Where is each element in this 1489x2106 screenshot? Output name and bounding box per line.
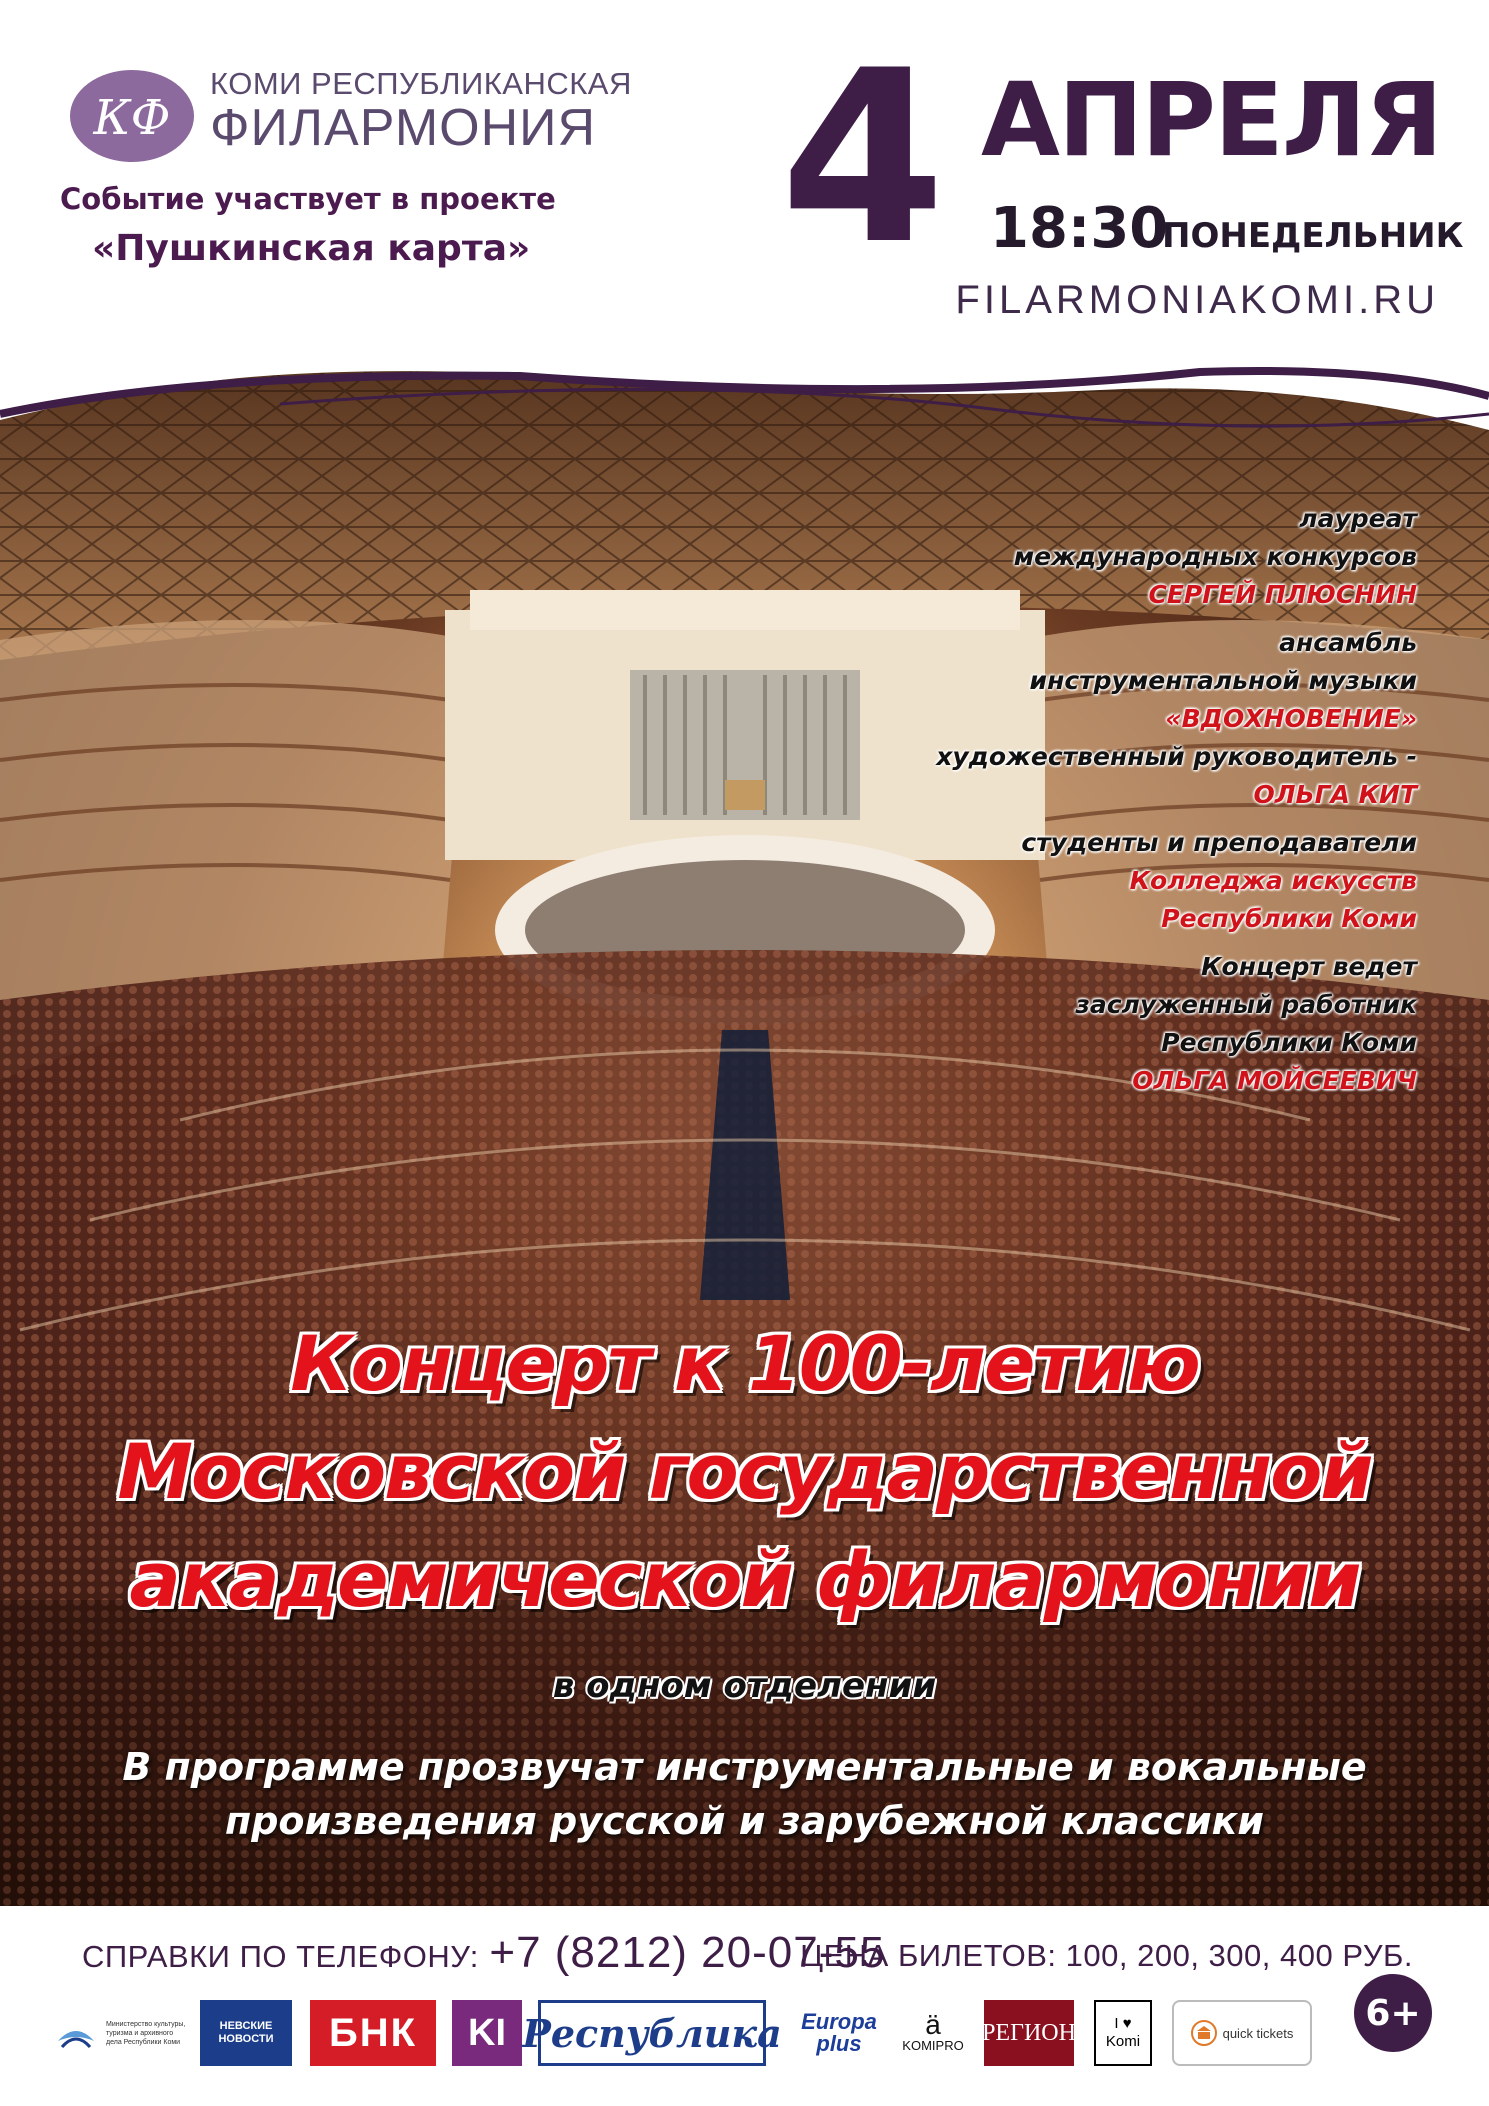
concert-subtitle: в одном отделении [552, 1666, 937, 1706]
event-day: 4 [780, 20, 946, 297]
credit-line: Республики Коми [1161, 1028, 1417, 1057]
europa-text: Europa [801, 2009, 877, 2034]
komipro-mark: ä [925, 2009, 941, 2040]
credit-line: Концерт ведет [1201, 952, 1417, 981]
age-rating-badge: 6+ [1354, 1974, 1432, 2052]
bnk-logo: БНК [310, 2000, 436, 2066]
ensemble-name: «ВДОХНОВЕНИЕ» [1165, 704, 1417, 733]
program-description [0, 1740, 1489, 1848]
phone-label: СПРАВКИ ПО ТЕЛЕФОНУ: [82, 1939, 479, 1974]
credit-line: ансамбль [1279, 628, 1417, 657]
title-line: Московской государственной [117, 1427, 1372, 1516]
credit-line: лауреат [1299, 504, 1417, 533]
building-icon [1191, 2020, 1217, 2046]
phone-number[interactable]: +7 (8212) 20-07-55 [489, 1928, 886, 1977]
title-line: академической филармонии [129, 1535, 1360, 1624]
website-link[interactable]: FILARMONIAKOMI.RU [955, 278, 1439, 322]
ministry-name: Министерство культуры, туризма и архивного дела Республики Коми [106, 2020, 186, 2046]
pushkin-card-intro: Событие участвует в проекте [60, 182, 556, 216]
event-month: АПРЕЛЯ [981, 61, 1441, 180]
ministry-emblem-icon [54, 2011, 98, 2055]
performer-name: СЕРГЕЙ ПЛЮСНИН [1148, 580, 1417, 609]
i-love-komi-logo [1094, 2000, 1152, 2066]
pushkin-card-name: «Пушкинская карта» [92, 228, 531, 269]
host-name: ОЛЬГА МОЙСЕЕВИЧ [1132, 1066, 1417, 1095]
credit-line: заслуженный работник [1075, 990, 1417, 1019]
plus-text: plus [816, 2031, 862, 2056]
credit-line: международных конкурсов [1013, 542, 1417, 571]
quick-tickets-text: quick tickets [1222, 2025, 1294, 2041]
quick-tickets-logo [1172, 2000, 1312, 2066]
ticket-prices: ЦЕНА БИЛЕТОВ: 100, 200, 300, 400 РУБ. [800, 1938, 1413, 1973]
respublika-logo: Республика [538, 2000, 766, 2066]
performers-list [857, 500, 1417, 1100]
credit-line: художественный руководитель - [936, 742, 1417, 771]
region-logo: РЕГИОН [984, 2000, 1074, 2066]
nevskie-text-1: НЕВСКИЕ [219, 2020, 273, 2032]
komipro-text: KOMIPRO [902, 2038, 964, 2053]
komiinform-logo: KI [452, 2000, 522, 2066]
i-love-text: I ♥ [1114, 2015, 1132, 2032]
ministry-logo [54, 2000, 194, 2066]
filarmonia-logo-icon [68, 68, 196, 164]
credit-line: студенты и преподаватели [1021, 828, 1417, 857]
event-weekday: ПОНЕДЕЛЬНИК [1162, 216, 1464, 256]
org-name-line1: КОМИ РЕСПУБЛИКАНСКАЯ [210, 66, 632, 101]
concert-title [0, 1310, 1489, 1634]
nevskie-text-2: НОВОСТИ [218, 2033, 274, 2045]
nevskie-novosti-logo [200, 2000, 292, 2066]
college-name: Колледжа искусств [1129, 866, 1417, 895]
director-name: ОЛЬГА КИТ [1253, 780, 1417, 809]
program-line: произведения русской и зарубежной классики [224, 1799, 1265, 1843]
komi-text: Komi [1105, 2033, 1141, 2050]
college-name: Республики Коми [1161, 904, 1417, 933]
phone-info [82, 1928, 885, 1978]
title-line: Концерт к 100-летию [290, 1319, 1199, 1408]
org-name-line2: ФИЛАРМОНИЯ [210, 99, 597, 157]
europa-plus-logo [792, 2000, 886, 2066]
credit-line: инструментальной музыки [1029, 666, 1417, 695]
komipro-logo [898, 2000, 968, 2066]
event-time: 18:30 [990, 196, 1169, 261]
program-line: В программе прозвучат инструментальные и вокальные [122, 1745, 1367, 1789]
logo-monogram: КФ [93, 90, 171, 146]
